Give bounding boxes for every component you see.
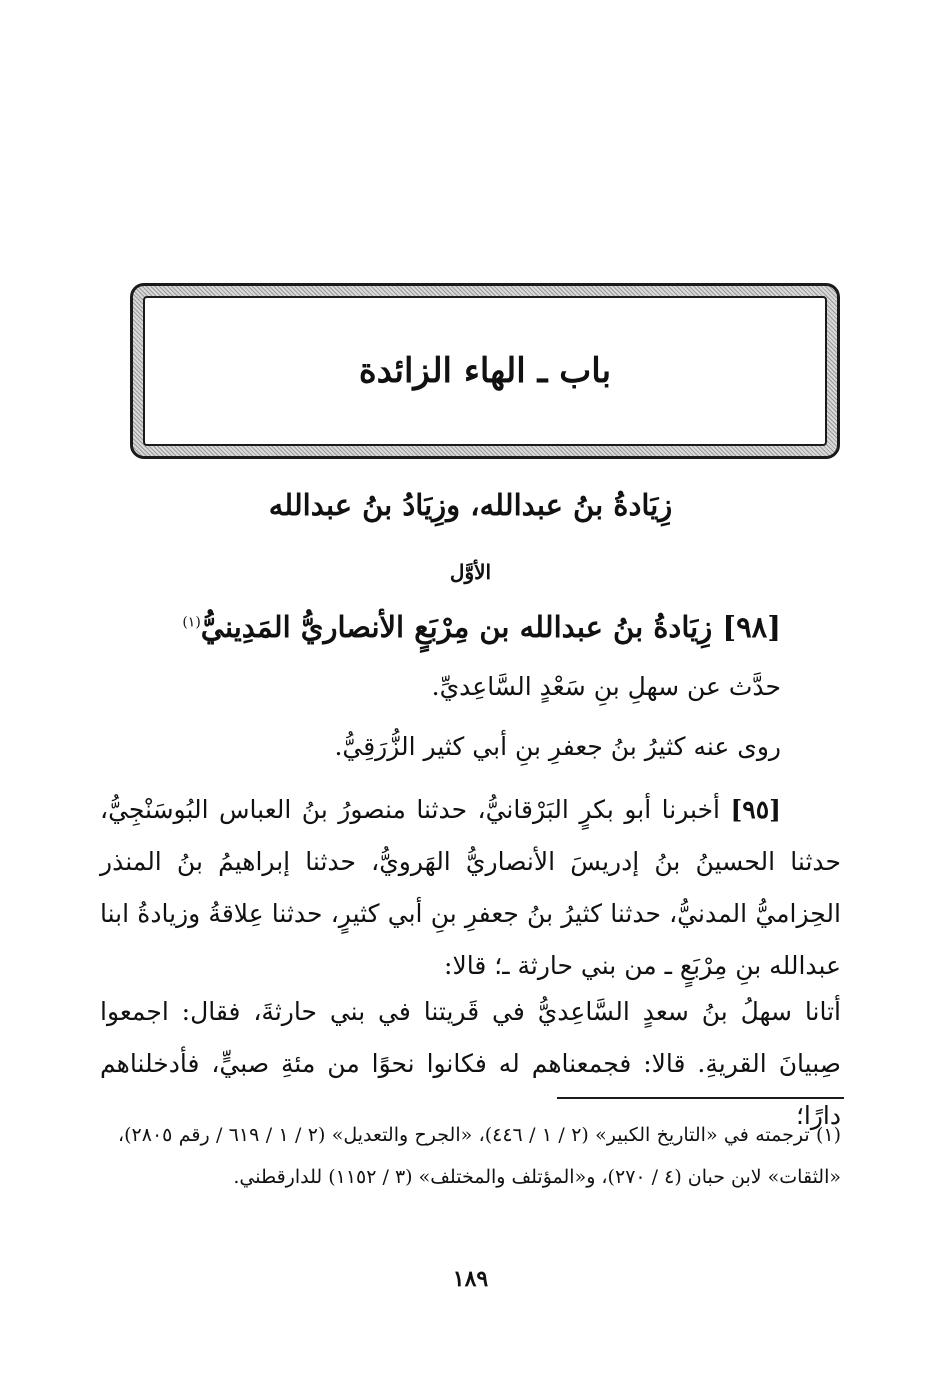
hadith-number: [٩٥] [730,795,781,824]
entry-name: زِيَادةُ بنُ عبدالله بن مِرْبَعٍ الأنصاريُّ المَدِينيُّ [200,610,713,644]
footnote: (١) ترجمته في «التاريخ الكبير» (٢ / ١ / ٤٤٦)، «الجرح والتعديل» (٢ / ١ / ٦١٩ / رقم ٢٨٠٥)، «الثقات» لابن حبان (٤ / ٢٧٠)، و«المؤتلف والمختلف» (٣ / ١١٥٢) للدارقطني. [118,1124,842,1188]
section-subheading: الأوَّل [449,560,492,584]
hadith-paragraph-1 [100,784,841,992]
entry-heading [100,610,781,644]
chapter-title-frame [130,283,840,459]
chapter-title-box [143,296,827,446]
entry-line-1: حدَّث عن سهلِ بنِ سَعْدٍ السَّاعِديِّ. [431,672,781,701]
entry-line-2: روى عنه كثيرُ بنُ جعفرِ بنِ أبي كثير الزُّرَقِيُّ. [334,732,781,761]
page-number: ١٨٩ [452,1266,489,1292]
footnote-mark: (١) [182,614,201,631]
hadith-text: أخبرنا أبو بكرٍ البَرْقانيُّ، حدثنا منصورُ بنُ العباس البُوسَنْجِيُّ، حدثنا الحسينُ بنُ إدريسَ الأنصاريُّ الهَرويُّ، حدثنا إبراهيمُ بنُ المنذر الحِزاميُّ المدنيُّ، حدثنا كثيرُ بنُ جعفرِ بنِ أبي كثيرٍ، حدثنا عِلاقةُ وزيادةُ ابنا عبدالله بنِ مِرْبَعٍ ـ من بني حارثة ـ؛ قالا: [100,795,841,980]
section-heading: زِيَادةُ بنُ عبدالله، وزِيَادُ بنُ عبدالله [268,488,673,522]
hadith-text-continued: أتانا سهلُ بنُ سعدٍ السَّاعِديُّ في قَريتنا في بني حارثةَ، فقال: اجمعوا صِبيانَ القريةِ. قالا: فجمعناهم له فكانوا نحوًا من مئةِ صبيٍّ، فأدخلناهم دارًا؛ [100,997,841,1130]
chapter-title: باب ـ الهاء الزائدة [358,351,612,391]
entry-number: [٩٨] [722,610,781,644]
footnote-separator [557,1097,844,1099]
